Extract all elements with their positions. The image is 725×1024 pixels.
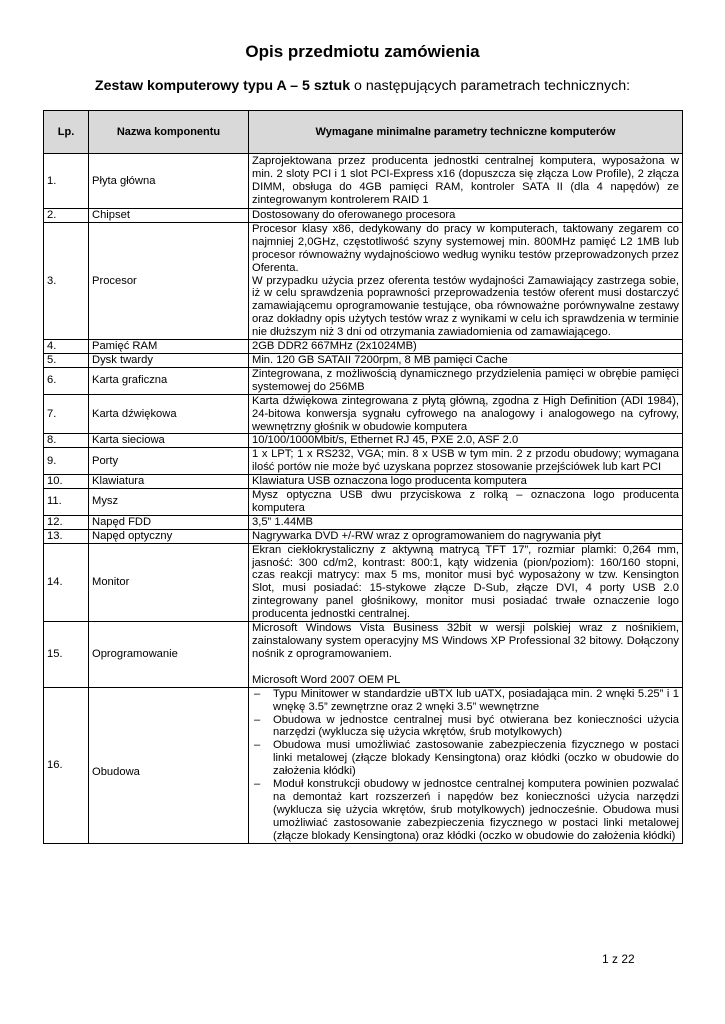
component-spec: Dostosowany do oferowanego procesora <box>249 209 683 223</box>
component-spec: Klawiatura USB oznaczona logo producenta komputera <box>249 475 683 489</box>
spec-paragraph: W przypadku użycia przez oferenta testów wydajności Zamawiający zastrzega sobie, iż w celu sprawdzenia poprawności przeprowadzenia testów oferent musi dostarczyć zamawiającemu oprogramowanie testujące, oba równoważne porównywalne zestawy oraz dokładny opis użytych testów wraz z wynikami w celu ich sprawdzenia w terminie nie dłuższym niż 3 dni od otrzymania zawiadomienia od zamawiającego. <box>252 274 679 339</box>
row-number: 15. <box>44 622 89 688</box>
row-number: 11. <box>44 489 89 516</box>
table-row <box>44 394 683 434</box>
subtitle <box>0 78 725 94</box>
component-spec: Zintegrowana, z możliwością dynamicznego przydzielenia pamięci w obrębie pamięci systemowej do 256MB <box>249 367 683 394</box>
paragraph-gap <box>252 661 679 674</box>
component-spec: Nagrywarka DVD +/-RW wraz z oprogramowaniem do nagrywania płyt <box>249 529 683 543</box>
component-spec: Ekran ciekłokrystaliczny z aktywną matrycą TFT 17”, rozmiar plamki: 0,264 mm, jasność: 300 cd/m2, kontrast: 800:1, kąty widzenia (pion/poziom): 160/160 stopni, czas reakcji matrycy: max 5 ms, monitor musi być wyposażony w tzw. Kensington Slot, musi posiadać: 15-stykowe złącze D-Sub, złącze DVI, 4 porty USB 2.0 zintegrowany panel głośnikowy, monitor musi posiadać trwałe oznaczenie logo producenta jednostki centralnej. <box>249 543 683 621</box>
header-requirements: Wymagane minimalne parametry techniczne komputerów <box>249 111 683 154</box>
subtitle-bold: Zestaw komputerowy typu A – 5 sztuk <box>94 78 351 94</box>
component-name: Dysk twardy <box>89 353 249 367</box>
header-component: Nazwa komponentu <box>89 111 249 154</box>
component-name: Napęd optyczny <box>89 529 249 543</box>
component-name: Obudowa <box>89 687 249 843</box>
spec-paragraph: Microsoft Word 2007 OEM PL <box>252 673 401 686</box>
component-name: Klawiatura <box>89 475 249 489</box>
component-name: Płyta główna <box>89 154 249 209</box>
row-number: 8. <box>44 434 89 448</box>
row-number: 2. <box>44 209 89 223</box>
list-item: – Typu Minitower w standardzie uBTX lub uATX, posiadająca min. 2 wnęki 5.25” i 1 wnękę 3.5” zewnętrzne oraz 2 wnęki 3.5” wewnętrzne <box>252 688 679 714</box>
table-row <box>44 434 683 448</box>
component-name: Mysz <box>89 489 249 516</box>
component-spec <box>249 622 683 688</box>
component-spec: 1 x LPT; 1 x RS232, VGA; min. 8 x USB w tym min. 2 z przodu obudowy; wymagana ilość portów nie może być uzyskana poprzez stosowanie przejściówek lub kart PCI <box>249 448 683 475</box>
component-spec <box>249 687 683 843</box>
component-spec: 2GB DDR2 667MHz (2x1024MB) <box>249 340 683 354</box>
row-number: 14. <box>44 543 89 621</box>
row-number: 6. <box>44 367 89 394</box>
table-row <box>44 489 683 516</box>
component-spec <box>249 222 683 339</box>
table-row <box>44 475 683 489</box>
table-row <box>44 448 683 475</box>
component-name: Chipset <box>89 209 249 223</box>
table-row <box>44 154 683 209</box>
row-number: 7. <box>44 394 89 434</box>
row-number: 9. <box>44 448 89 475</box>
component-spec: Zaprojektowana przez producenta jednostki centralnej komputera, wyposażona w min. 2 sloty PCI i 1 slot PCI-Express x16 (dopuszcza się złącza Low Profile), 2 złącza DIMM, obsługa do 4GB pamięci RAM, kontroler SATA II (dla 4 napędów) ze zintegrowanym kontrolerem RAID 1 <box>249 154 683 209</box>
table-row <box>44 222 683 339</box>
spec-paragraph: Microsoft Windows Vista Business 32bit w wersji polskiej wraz z nośnikiem, zainstalowany system operacyjny MS Windows XP Professional 32 bitowy. Dołączony nośnik z oprogramowaniem. <box>252 622 679 660</box>
component-name: Porty <box>89 448 249 475</box>
page-title: Opis przedmiotu zamówienia <box>245 42 480 61</box>
page-number: 1 z 22 <box>602 952 635 966</box>
component-name: Napęd FDD <box>89 515 249 529</box>
header-lp: Lp. <box>44 111 89 154</box>
table-row <box>44 367 683 394</box>
row-number: 1. <box>44 154 89 209</box>
component-name: Karta dźwiękowa <box>89 394 249 434</box>
component-name: Procesor <box>89 222 249 339</box>
row-number: 13. <box>44 529 89 543</box>
table-row <box>44 687 683 843</box>
spec-paragraph: Procesor klasy x86, dedykowany do pracy w komputerach, taktowany zegarem co najmniej 2,0GHz, częstotliwość szyny systemowej min. 800MHz pamięć L2 1MB lub procesor równoważny wydajnościowo według wyniku testów przeprowadzonych przez Oferenta. <box>252 222 679 274</box>
list-item: – Obudowa musi umożliwiać zastosowanie zabezpieczenia fizycznego w postaci linki metalowej (złącze blokady Kensingtona) oraz kłódki (oczko w obudowie do założenia kłódki) <box>252 739 679 778</box>
spec-table <box>43 110 683 844</box>
list-item: – Moduł konstrukcji obudowy w jednostce centralnej komputera powinien pozwalać na demontaż kart rozszerzeń i napędów bez konieczności użycia narzędzi (wyklucza się użycia wkrętów, śrub motylkowych) jednocześnie. Obudowa musi umożliwiać zastosowanie zabezpieczenia fizycznego w postaci linki metalowej (złącze blokady Kensingtona) oraz kłódki (oczko w obudowie do założenia kłódki) <box>252 778 679 843</box>
component-name: Oprogramowanie <box>89 622 249 688</box>
row-number: 5. <box>44 353 89 367</box>
table-row <box>44 515 683 529</box>
component-name: Karta graficzna <box>89 367 249 394</box>
component-name: Pamięć RAM <box>89 340 249 354</box>
component-spec: Karta dźwiękowa zintegrowana z płytą główną, zgodna z High Definition (ADI 1984), 24-bitowa konwersja sygnału cyfrowego na analogowy i analogowego na cyfrowy, wewnętrzny głośnik w obudowie komputera <box>249 394 683 434</box>
component-spec: Mysz optyczna USB dwu przyciskowa z rolką – oznaczona logo producenta komputera <box>249 489 683 516</box>
row-number: 4. <box>44 340 89 354</box>
table-row <box>44 353 683 367</box>
table-row <box>44 529 683 543</box>
row-number: 10. <box>44 475 89 489</box>
subtitle-rest: o następujących parametrach technicznych: <box>350 78 631 94</box>
table-row <box>44 209 683 223</box>
component-spec: 3,5” 1.44MB <box>249 515 683 529</box>
row-number: 3. <box>44 222 89 339</box>
component-spec: Min. 120 GB SATAII 7200rpm, 8 MB pamięci Cache <box>249 353 683 367</box>
list-item: – Obudowa w jednostce centralnej musi być otwierana bez konieczności użycia narzędzi (wyklucza się użycia wkrętów, śrub motylkowych) <box>252 714 679 740</box>
component-name: Monitor <box>89 543 249 621</box>
row-number: 16. <box>44 687 89 843</box>
spec-list <box>252 688 679 843</box>
row-number: 12. <box>44 515 89 529</box>
table-header-row <box>44 111 683 154</box>
table-row <box>44 340 683 354</box>
table-row <box>44 622 683 688</box>
component-spec: 10/100/1000Mbit/s, Ethernet RJ 45, PXE 2.0, ASF 2.0 <box>249 434 683 448</box>
table-row <box>44 543 683 621</box>
component-name: Karta sieciowa <box>89 434 249 448</box>
